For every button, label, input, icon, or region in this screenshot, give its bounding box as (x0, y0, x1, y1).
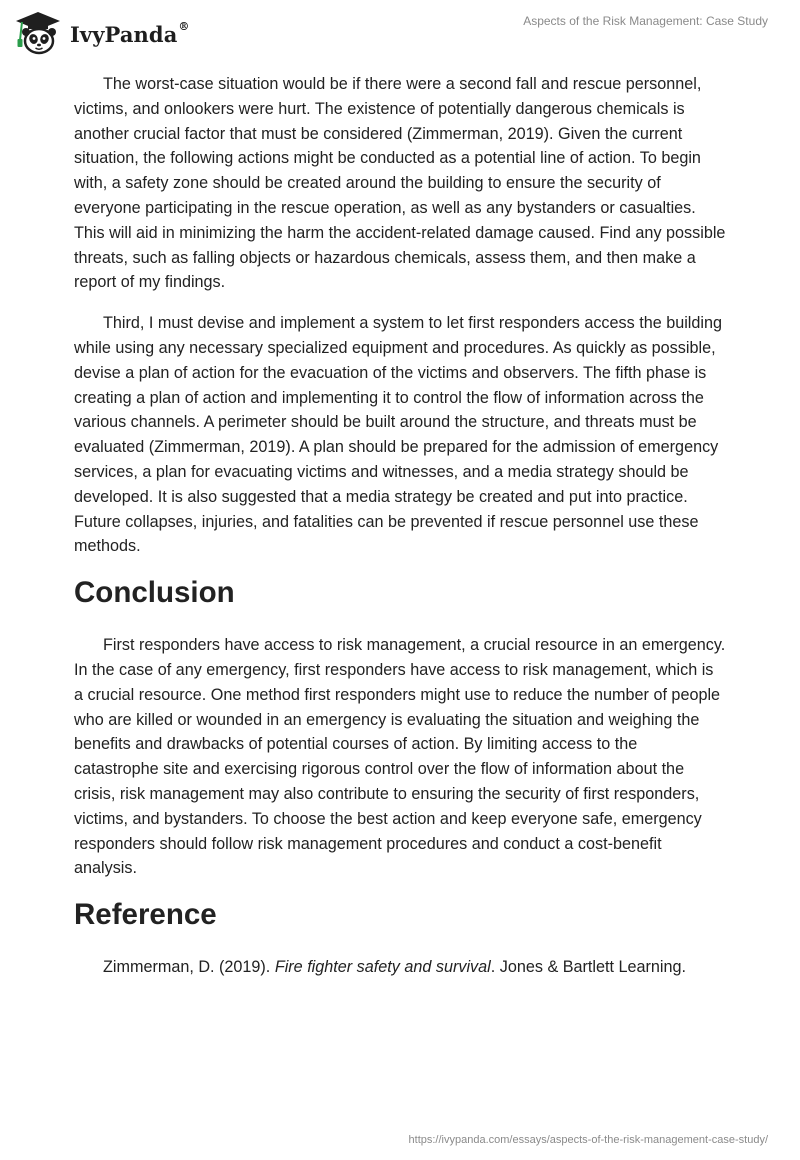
brand-logo[interactable] (14, 10, 190, 56)
essay-body (74, 72, 726, 980)
reference-entry: Zimmerman, D. (2019). Fire fighter safety and survival. Jones & Bartlett Learning. (103, 958, 687, 977)
body-paragraph: The worst-case situation would be if there were a second fall and rescue personnel, victims, and onlookers were hurt. The existence of potentially dangerous chemicals is another crucial factor that must be considered (Zimmerman, 2019). Given the current situation, the following actions might be conducted as a potential line of action. To begin with, a safety zone should be created around the building to ensure the security of everyone participating in the rescue operation, as well as any bystanders or casualties. This will aid in minimizing the harm the accident-related damage caused. Find any possible threats, such as falling objects or hazardous chemicals, assess them, and then make a report of my findings. (74, 75, 726, 292)
panda-graduate-icon (14, 10, 62, 56)
reference-title: Fire fighter safety and survival (274, 958, 491, 977)
conclusion-heading: Conclusion (74, 576, 235, 610)
brand-name: IvyPanda® (70, 19, 190, 47)
page-header (0, 0, 800, 64)
conclusion-paragraph: First responders have access to risk management, a crucial resource in an emergency. In the case of any emergency, first responders have access to risk management, which is a crucial resource. One method first responders might use to reduce the number of people who are killed or wounded in an emergency is evaluating the situation and weighing the benefits and drawbacks of potential courses of action. By limiting access to the catastrophe site and exercising rigorous control over the flow of information about the crisis, risk management may also contribute to ensuring the security of first responders, victims, and bystanders. To choose the best action and keep everyone safe, emergency responders should follow risk management procedures and conduct a cost-benefit analysis. (74, 636, 726, 878)
source-url[interactable]: https://ivypanda.com/essays/aspects-of-the-risk-management-case-study/ (408, 1134, 768, 1146)
reference-heading: Reference (74, 898, 217, 932)
body-paragraph: Third, I must devise and implement a system to let first responders access the building while using any necessary specialized equipment and procedures. As quickly as possible, devise a plan of action for the evacuation of the victims and observers. The fifth phase is creating a plan of action and implementing it to control the flow of information across the various channels. A perimeter should be built around the structure, and threats must be evaluated (Zimmerman, 2019). A plan should be prepared for the admission of emergency services, a plan for evacuating victims and witnesses, and a media strategy should be developed. It is also suggested that a media strategy be created and put into practice. Future collapses, injuries, and fatalities can be prevented if rescue personnel use these methods. (74, 314, 722, 556)
document-title: Aspects of the Risk Management: Case Study (523, 14, 768, 28)
